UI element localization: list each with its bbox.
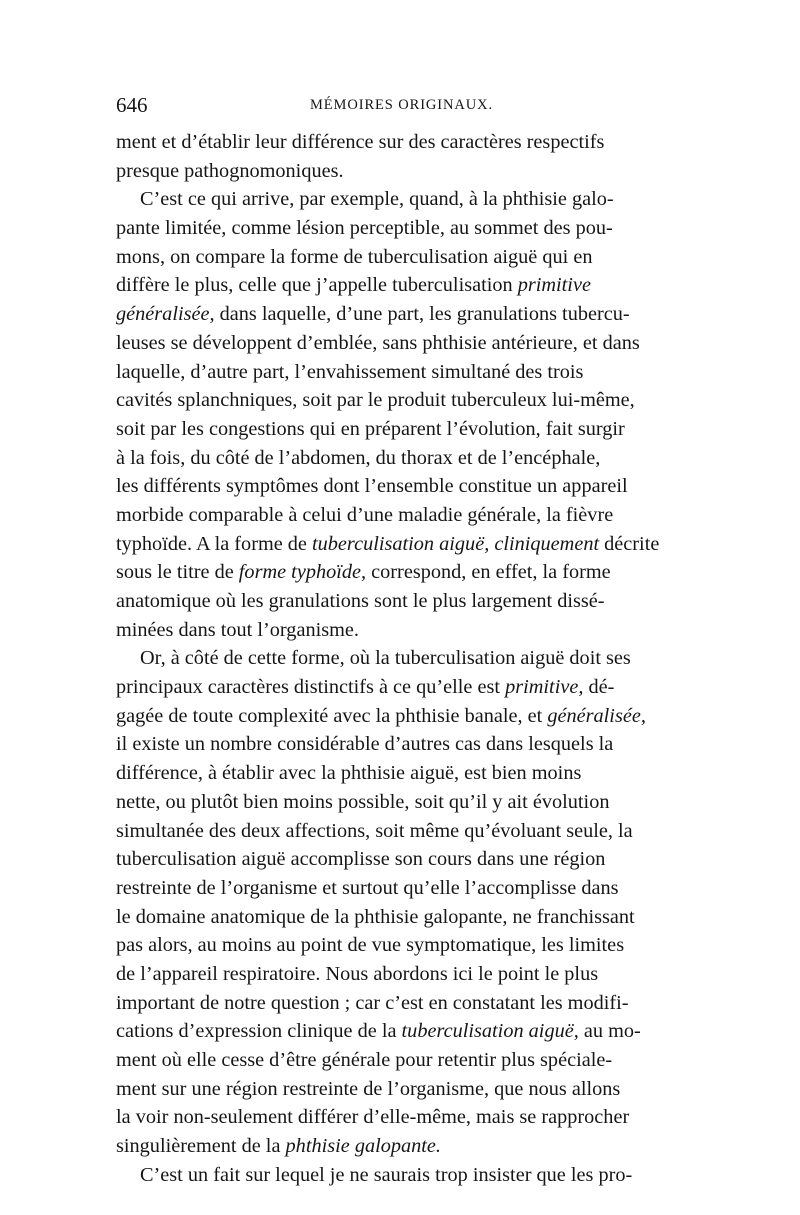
text-segment: principaux caractères distinctifs à ce qu’elle est — [116, 676, 506, 699]
text-line — [116, 329, 686, 358]
text-line — [116, 185, 686, 214]
text-line — [116, 1046, 686, 1075]
text-segment: diffère le plus, celle que j’appelle tuberculisation — [116, 274, 518, 297]
text-line — [116, 472, 686, 501]
italic-text: tuberculisation aiguë, — [401, 1020, 579, 1043]
text-segment: décrite — [599, 532, 660, 555]
text-segment: dans laquelle, d’une part, les granulations tubercu- — [214, 303, 630, 326]
text-line — [116, 989, 686, 1018]
text-line — [116, 386, 686, 415]
text-segment: tuberculisation aiguë accomplisse son cours dans une région — [116, 848, 606, 871]
text-segment: différence, à établir avec la phthisie aiguë, est bien moins — [116, 762, 582, 785]
text-line — [116, 673, 686, 702]
text-line — [116, 501, 686, 530]
text-line — [116, 960, 686, 989]
text-line — [116, 931, 686, 960]
text-segment: morbide comparable à celui d’une maladie générale, la fièvre — [116, 503, 614, 526]
text-segment: le domaine anatomique de la phthisie galopante, ne franchissant — [116, 905, 635, 928]
text-line — [116, 1075, 686, 1104]
text-segment: C’est ce qui arrive, par exemple, quand, à la phthisie galo- — [140, 188, 614, 211]
text-line — [116, 817, 686, 846]
text-line — [116, 157, 686, 186]
text-segment: au mo- — [578, 1020, 641, 1043]
text-line — [116, 300, 686, 329]
text-segment: cavités splanchniques, soit par le produit tuberculeux lui-même, — [116, 389, 635, 412]
text-segment: singulièrement de la — [116, 1135, 286, 1158]
text-segment: typhoïde. A la forme de — [116, 532, 313, 555]
text-segment: les différents symptômes dont l’ensemble constitue un appareil — [116, 475, 628, 498]
text-line — [116, 243, 686, 272]
text-line — [116, 874, 686, 903]
text-segment: anatomique où les granulations sont le plus largement dissé- — [116, 590, 605, 612]
text-line — [116, 845, 686, 874]
text-segment: mons, on compare la forme de tuberculisation aiguë qui en — [116, 245, 593, 268]
text-segment: pante limitée, comme lésion perceptible, au sommet des pou- — [116, 217, 613, 240]
text-line — [116, 788, 686, 817]
text-segment: pas alors, au moins au point de vue symptomatique, les limites — [116, 934, 625, 957]
text-line — [116, 1161, 686, 1190]
italic-text: généralisée, — [116, 303, 215, 326]
text-line — [116, 1132, 686, 1161]
text-segment: de l’appareil respiratoire. Nous abordons ici le point le plus — [116, 962, 599, 985]
text-segment: à la fois, du côté de l’abdomen, du thorax et de l’encéphale, — [116, 446, 601, 469]
text-segment: ment où elle cesse d’être générale pour retentir plus spéciale- — [116, 1049, 613, 1071]
text-segment: C’est un fait sur lequel je ne saurais trop insister que les pro- — [140, 1163, 633, 1186]
text-segment: restreinte de l’organisme et surtout qu’elle l’accomplisse dans — [116, 876, 619, 899]
text-line — [116, 644, 686, 673]
text-line — [116, 271, 686, 300]
text-segment: gagée de toute complexité avec la phthisie banale, et — [116, 704, 548, 727]
italic-text: généralisée, — [547, 704, 646, 727]
text-segment: nette, ou plutôt bien moins possible, soit qu’il y ait évolution — [116, 790, 610, 813]
italic-text: primitive, — [505, 676, 584, 699]
text-line — [116, 530, 686, 559]
text-line — [116, 1103, 686, 1132]
italic-text: phthisie galopante. — [285, 1135, 442, 1158]
italic-text: forme typhoïde, — [238, 561, 367, 584]
body-text — [116, 128, 686, 1189]
italic-text: primitive — [517, 274, 591, 297]
text-line — [116, 358, 686, 387]
running-title: MÉMOIRES ORIGINAUX. — [310, 97, 494, 113]
text-segment: la voir non-seulement différer d’elle-même, mais se rapprocher — [116, 1106, 630, 1129]
page-number: 646 — [116, 93, 148, 117]
text-line — [116, 1017, 686, 1046]
text-line — [116, 903, 686, 932]
text-segment: important de notre question ; car c’est en constatant les modifi- — [116, 991, 629, 1014]
text-segment: simultanée des deux affections, soit même qu’évoluant seule, la — [116, 819, 633, 842]
text-line — [116, 444, 686, 473]
text-line — [116, 415, 686, 444]
text-segment: cations d’expression clinique de la — [116, 1020, 402, 1043]
text-segment: ment et d’établir leur différence sur des caractères respectifs — [116, 131, 605, 153]
italic-text: tuberculisation aiguë, cliniquement — [312, 532, 600, 555]
text-segment: presque pathognomoniques. — [116, 159, 344, 182]
page-header — [116, 93, 686, 121]
text-segment: minées dans tout l’organisme. — [116, 618, 359, 641]
text-segment: laquelle, d’autre part, l’envahissement simultané des trois — [116, 360, 584, 383]
text-line — [116, 128, 686, 157]
text-line — [116, 214, 686, 243]
text-line — [116, 587, 686, 616]
text-segment: dé- — [583, 676, 615, 699]
text-segment: sous le titre de — [116, 561, 239, 584]
text-segment: il existe un nombre considérable d’autres cas dans lesquels la — [116, 733, 614, 756]
text-segment: Or, à côté de cette forme, où la tuberculisation aiguë doit ses — [140, 647, 631, 670]
text-segment: soit par les congestions qui en préparent l’évolution, fait surgir — [116, 417, 625, 440]
text-line — [116, 730, 686, 759]
text-line — [116, 759, 686, 788]
text-line — [116, 616, 686, 645]
text-segment: ment sur une région restreinte de l’organisme, que nous allons — [116, 1077, 621, 1100]
text-line — [116, 702, 686, 731]
text-segment: correspond, en effet, la forme — [366, 561, 611, 584]
text-segment: leuses se développent d’emblée, sans phthisie antérieure, et dans — [116, 331, 640, 354]
text-line — [116, 558, 686, 587]
